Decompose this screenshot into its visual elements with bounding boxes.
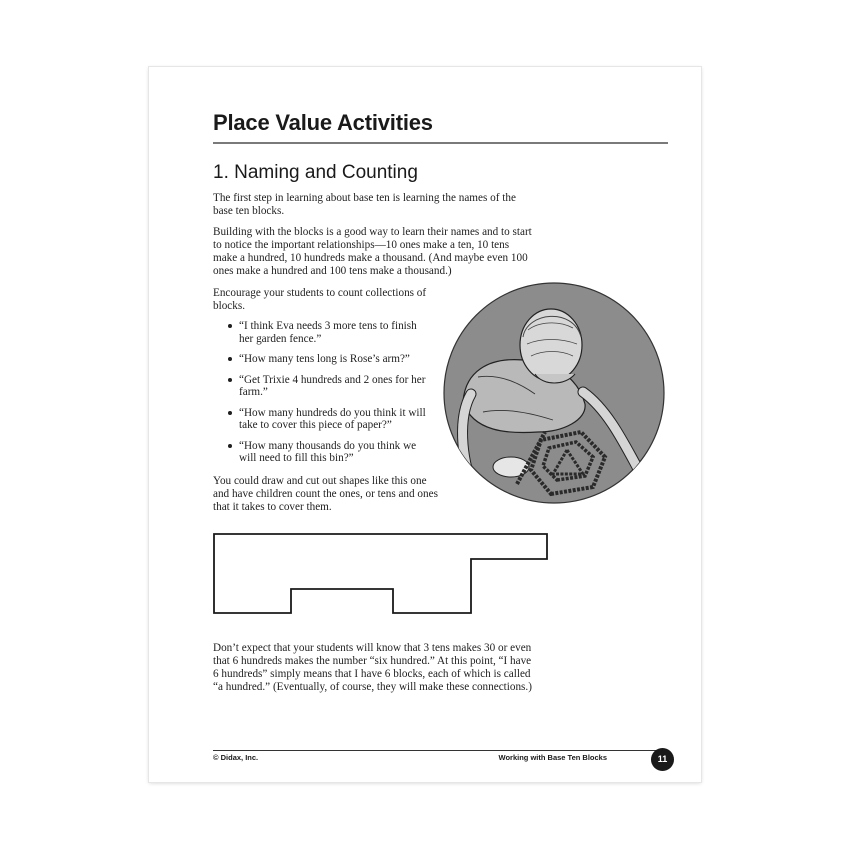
bullet-icon <box>228 411 232 415</box>
list-item <box>228 407 433 432</box>
page-title: Place Value Activities <box>213 110 433 135</box>
list-item <box>228 374 433 399</box>
footer-copyright: © Didax, Inc. <box>213 753 259 762</box>
document-page <box>149 67 701 782</box>
section-heading: 1. Naming and Counting <box>213 162 418 183</box>
bullet-icon <box>228 378 232 382</box>
bullet-icon <box>228 444 232 448</box>
expectations-paragraph: Don’t expect that your students will know that 3 tens makes 30 or even that 6 hundreds makes the number “six hundred.” At this point, “I have 6 hundreds” simply means that I have 6 blocks, each of which is called “a hundred.” (Eventually, of course, they will make these connections.) <box>213 642 532 693</box>
bullet-text: “How many tens long is Rose’s arm?” <box>239 353 410 365</box>
bullet-icon <box>228 357 232 361</box>
question-list <box>228 320 433 473</box>
building-paragraph: Building with the blocks is a good way to learn their names and to start to notice the important relationships—10 ones make a ten, 10 tens make a hundred, 10 hundreds make a thousand. (And maybe even 100 ones make a hundred and 100 tens make a thousand.) <box>213 226 532 277</box>
bullet-text: “I think Eva needs 3 more tens to finish her garden fence.” <box>239 320 417 345</box>
title-divider <box>213 142 668 144</box>
list-item <box>228 440 433 465</box>
bullet-text: “Get Trixie 4 hundreds and 2 ones for her farm.” <box>239 373 426 398</box>
intro-paragraph: The first step in learning about base ten is learning the names of the base ten blocks. <box>213 192 516 217</box>
shapes-paragraph: You could draw and cut out shapes like this one and have children count the ones, or tens and ones that it takes to cover them. <box>213 475 438 513</box>
bullet-text: “How many hundreds do you think it will take to cover this piece of paper?” <box>239 406 426 431</box>
list-item <box>228 320 433 345</box>
footer-divider <box>213 750 668 751</box>
footer-book-title <box>499 753 638 762</box>
bullet-icon <box>228 324 232 328</box>
page-number-badge: 11 <box>651 748 674 771</box>
footer-book-title-text: Working with Base Ten Blocks <box>498 753 607 762</box>
cutout-shape-diagram <box>213 533 549 615</box>
bullet-text: “How many thousands do you think we will need to fill this bin?” <box>239 439 417 464</box>
list-item <box>228 353 433 366</box>
encourage-paragraph: Encourage your students to count collections of blocks. <box>213 287 427 312</box>
child-building-illustration <box>443 282 665 504</box>
